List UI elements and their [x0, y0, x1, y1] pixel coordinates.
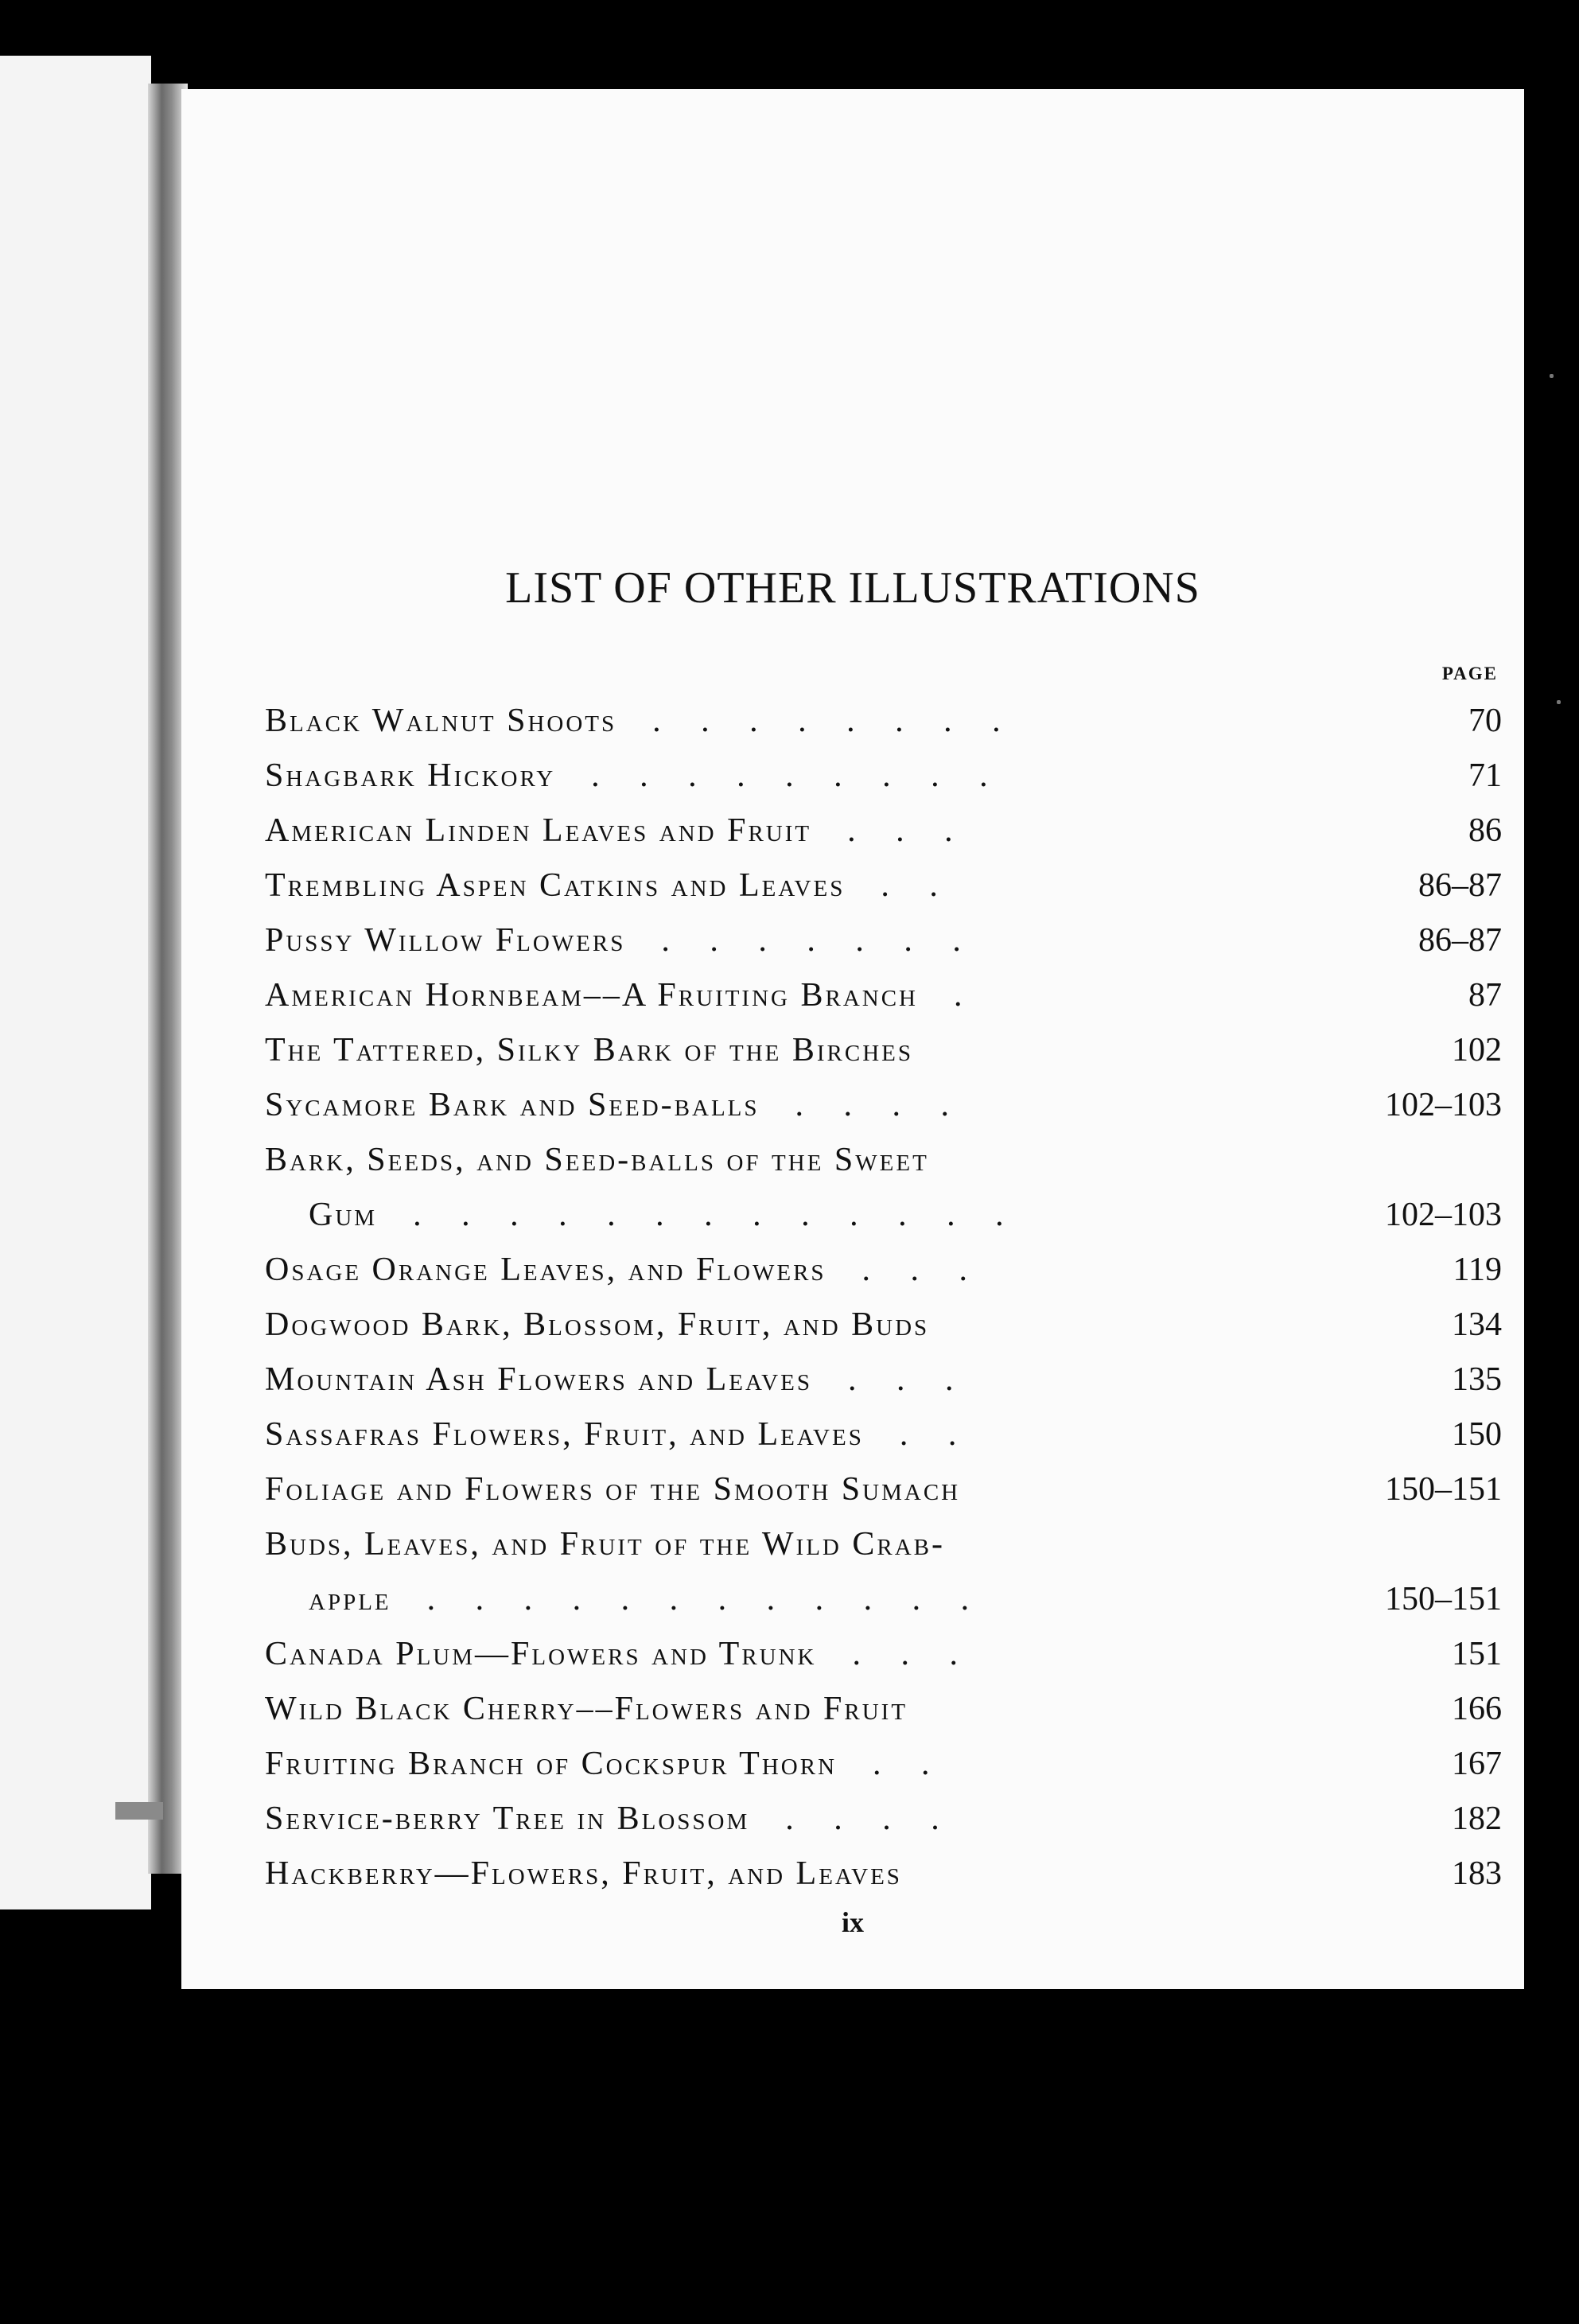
list-item — [265, 858, 1502, 913]
entry-page-number: 102–103 — [1385, 1087, 1502, 1123]
dot-leader: . . . — [861, 1252, 984, 1288]
entry-title — [265, 694, 1243, 749]
list-item — [265, 1407, 1502, 1462]
entry-title-continued — [309, 1188, 1243, 1243]
entry-title — [265, 1243, 1243, 1298]
list-item — [265, 1243, 1502, 1298]
entry-page-number: 150–151 — [1385, 1471, 1502, 1508]
entry-title-text: Canada Plum—Flowers and Trunk — [265, 1636, 817, 1672]
dot-leader: . — [954, 977, 978, 1014]
entry-page-number: 167 — [1452, 1746, 1502, 1782]
entry-title — [265, 749, 1243, 804]
dot-leader: . . . . . . . . — [652, 703, 1017, 739]
page-title: LIST OF OTHER ILLUSTRATIONS — [505, 563, 1200, 613]
entry-page-number: 86–87 — [1418, 867, 1502, 904]
entry-title-continued — [309, 1572, 1243, 1627]
list-item — [265, 1023, 1502, 1078]
dot-leader: . . . . . . . — [661, 922, 977, 959]
list-item — [265, 1682, 1502, 1737]
entry-page-number: 87 — [1468, 977, 1502, 1014]
entry-title-text: Pussy Willow Flowers — [265, 922, 626, 959]
entry-title — [265, 1627, 1243, 1682]
entry-title — [265, 1298, 1243, 1353]
entry-page-number: 166 — [1452, 1691, 1502, 1727]
entry-title — [265, 1737, 1243, 1792]
illustrations-list — [265, 694, 1502, 1902]
entry-title — [265, 1133, 1243, 1188]
entry-title-text: Fruiting Branch of Cockspur Thorn — [265, 1746, 838, 1782]
entry-page-number: 151 — [1452, 1636, 1502, 1672]
entry-title-text: Trembling Aspen Catkins and Leaves — [265, 867, 846, 904]
dot-leader: . . . — [847, 812, 969, 849]
entry-page-number: 86 — [1468, 812, 1502, 849]
entry-title — [265, 1407, 1243, 1462]
entry-title — [265, 913, 1243, 968]
entry-page-number: 71 — [1468, 757, 1502, 794]
dot-leader: . . — [881, 867, 954, 904]
list-item — [265, 1353, 1502, 1407]
entry-page-number: 150 — [1452, 1416, 1502, 1453]
list-item — [265, 1298, 1502, 1353]
entry-page-number: 102 — [1452, 1032, 1502, 1069]
list-item — [265, 694, 1502, 749]
entry-page-number: 150–151 — [1385, 1581, 1502, 1617]
list-item — [265, 1462, 1502, 1517]
entry-title-continued-text: Gum — [309, 1197, 378, 1233]
entry-title-text: Foliage and Flowers of the Smooth Sumach — [265, 1471, 961, 1508]
dot-leader: . . . . . . . . . — [591, 757, 1004, 794]
dot-leader: . . — [899, 1416, 973, 1453]
list-item — [265, 1133, 1502, 1243]
dot-leader: . . . . — [785, 1800, 955, 1837]
entry-title — [265, 1517, 1243, 1572]
entry-title-text: Sycamore Bark and Seed-balls — [265, 1087, 760, 1123]
list-item — [265, 804, 1502, 858]
dot-leader: . . . . . . . . . . . . — [426, 1581, 986, 1617]
list-item — [265, 1737, 1502, 1792]
list-item — [265, 913, 1502, 968]
entry-title-text: American Linden Leaves and Fruit — [265, 812, 812, 849]
entry-page-number: 102–103 — [1385, 1197, 1502, 1233]
facing-page — [0, 56, 151, 1909]
entry-title — [265, 1792, 1243, 1847]
list-item — [265, 749, 1502, 804]
list-item — [265, 1792, 1502, 1847]
dot-leader: . . . — [852, 1636, 974, 1672]
entry-title — [265, 1682, 1243, 1737]
entry-page-number: 86–87 — [1418, 922, 1502, 959]
entry-title-text: Hackberry—Flowers, Fruit, and Leaves — [265, 1855, 902, 1892]
entry-page-number: 183 — [1452, 1855, 1502, 1892]
entry-title-text: Service-berry Tree in Blossom — [265, 1800, 750, 1837]
dot-leader: . . — [873, 1746, 946, 1782]
dot-leader: . . . . — [795, 1087, 966, 1123]
dust-speck — [1557, 700, 1561, 704]
entry-title — [265, 1462, 1243, 1517]
entry-title-text: Shagbark Hickory — [265, 757, 556, 794]
entry-page-number: 135 — [1452, 1361, 1502, 1398]
page-column-header: PAGE — [1441, 664, 1498, 683]
entry-page-number: 134 — [1452, 1306, 1502, 1343]
entry-title — [265, 1353, 1243, 1407]
list-item — [265, 1847, 1502, 1902]
entry-title-text: Buds, Leaves, and Fruit of the Wild Crab- — [265, 1526, 946, 1563]
list-item — [265, 968, 1502, 1023]
dot-leader: . . . — [847, 1361, 970, 1398]
dust-speck — [1550, 374, 1554, 378]
entry-title-text: American Hornbeam––A Fruiting Branch — [265, 977, 919, 1014]
book-page — [181, 89, 1524, 1989]
list-item — [265, 1627, 1502, 1682]
entry-page-number: 70 — [1468, 703, 1502, 739]
entry-title — [265, 968, 1243, 1023]
entry-title — [265, 804, 1243, 858]
entry-page-number: 182 — [1452, 1800, 1502, 1837]
entry-title-text: Osage Orange Leaves, and Flowers — [265, 1252, 826, 1288]
entry-title-text: Mountain Ash Flowers and Leaves — [265, 1361, 812, 1398]
entry-title-text: The Tattered, Silky Bark of the Birches — [265, 1032, 914, 1069]
entry-title-text: Sassafras Flowers, Fruit, and Leaves — [265, 1416, 864, 1453]
list-item — [265, 1078, 1502, 1133]
entry-title — [265, 1847, 1243, 1902]
page-number: ix — [841, 1906, 864, 1938]
entry-title-text: Wild Black Cherry––Flowers and Fruit — [265, 1691, 908, 1727]
list-item — [265, 1517, 1502, 1627]
entry-title — [265, 1078, 1243, 1133]
entry-page-number: 119 — [1453, 1252, 1502, 1288]
entry-title-text: Dogwood Bark, Blossom, Fruit, and Buds — [265, 1306, 930, 1343]
entry-title-text: Bark, Seeds, and Seed-balls of the Sweet — [265, 1142, 929, 1178]
dot-leader: . . . . . . . . . . . . . — [413, 1197, 1020, 1233]
entry-title — [265, 1023, 1243, 1078]
entry-title-continued-text: apple — [309, 1581, 391, 1617]
entry-title — [265, 858, 1243, 913]
entry-title-text: Black Walnut Shoots — [265, 703, 617, 739]
gutter-notch — [115, 1802, 163, 1820]
